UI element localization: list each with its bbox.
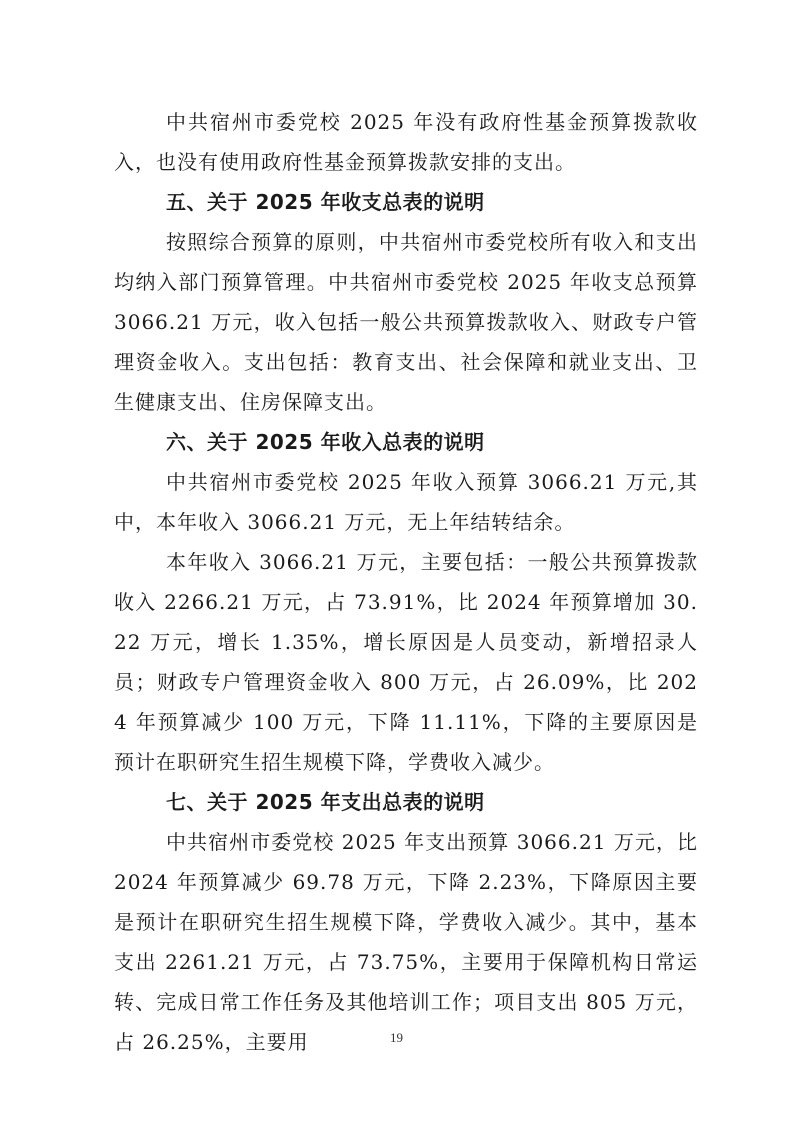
section-heading: 七、关于 2025 年支出总表的说明 — [166, 790, 485, 814]
document-body — [114, 102, 698, 1062]
section-heading: 五、关于 2025 年收支总表的说明 — [166, 190, 485, 214]
body-paragraph: 按照综合预算的原则，中共宿州市委党校所有收入和支出均纳入部门预算管理。中共宿州市委党校 2025 年收支总预算 3066.21 万元，收入包括一般公共预算拨款收入、财政专户管理资金收入。支出包括：教育支出、社会保障和就业支出、卫生健康支出、住房保障支出。 — [114, 230, 698, 414]
page-number: 19 — [390, 1030, 403, 1045]
body-paragraph: 中共宿州市委党校 2025 年支出预算 3066.21 万元，比 2024 年预算减少 69.78 万元，下降 2.23%，下降原因主要是预计在职研究生招生规模下降，学费收入减少。其中，基本支出 2261.21 万元，占 73.75%，主要用于保障机构日常运转、完成日常工作任务及其他培训工作；项目支出 805 万元，占 26.25%，主要用 — [114, 830, 698, 1054]
body-paragraph: 本年收入 3066.21 万元，主要包括：一般公共预算拨款收入 2266.21 万元，占 73.91%，比 2024 年预算增加 30.22 万元，增长 1.35%，增长原因是人员变动，新增招录人员；财政专户管理资金收入 800 万元，占 26.09%，比 2024 年预算减少 100 万元，下降 11.11%，下降的主要原因是预计在职研究生招生规模下降，学费收入减少。 — [114, 550, 698, 774]
body-paragraph: 中共宿州市委党校 2025 年没有政府性基金预算拨款收入，也没有使用政府性基金预算拨款安排的支出。 — [114, 110, 698, 174]
body-paragraph: 中共宿州市委党校 2025 年收入预算 3066.21 万元,其中，本年收入 3066.21 万元，无上年结转结余。 — [114, 470, 698, 534]
section-heading: 六、关于 2025 年收入总表的说明 — [166, 430, 485, 454]
